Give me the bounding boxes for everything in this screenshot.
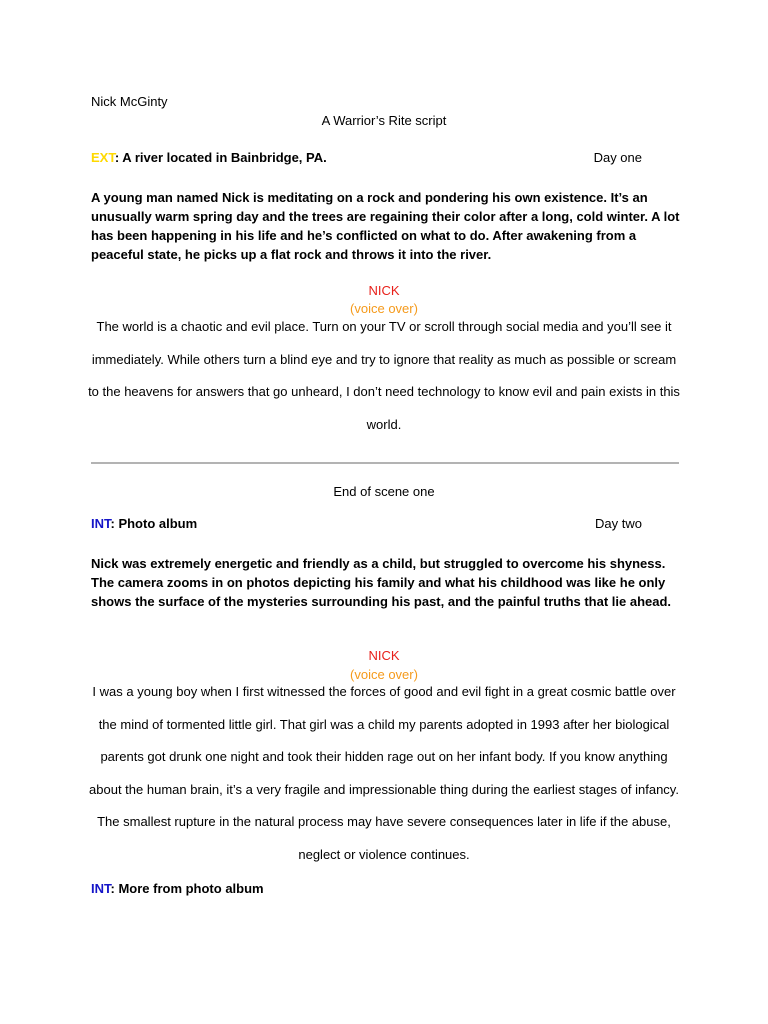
scene-heading [91, 881, 642, 896]
parenthetical: (voice over) [350, 301, 418, 316]
character-name: NICK [368, 283, 400, 298]
action-paragraph: Nick was extremely energetic and friendly as a child, but struggled to overcome his shyness. The camera zooms in on photos depicting his family and what his childhood was like he only shows the surface of the mysteries surrounding his past, and the painful truths that lie ahead. [91, 556, 672, 609]
character-name: NICK [368, 648, 400, 663]
scene-divider [91, 462, 679, 464]
dialogue: The world is a chaotic and evil place. Turn on your TV or scroll through social media and you’ll see it immediately. While others turn a blind eye and try to ignore that reality as much as possible or scream to the heavens for answers that go unheard, I don’t need technology to know evil and pain exists in this world. [88, 319, 680, 432]
author-name: Nick McGinty [91, 94, 168, 109]
scene-location: : Photo album [110, 516, 198, 531]
script-title: A Warrior’s Rite script [321, 113, 447, 128]
action-paragraph: A young man named Nick is meditating on a rock and pondering his own existence. It’s an unusually warm spring day and the trees are regaining their color after a long, cold winter. A lot has been happening in his life and he’s conflicted on what to do. After awakening from a peaceful state, he picks up a flat rock and throws it into the river. [91, 190, 680, 262]
scene-end-label: End of scene one [333, 484, 435, 499]
scene-location: : More from photo album [110, 881, 264, 896]
scene-type-int: INT [91, 516, 111, 531]
scene-heading [91, 516, 642, 531]
parenthetical: (voice over) [350, 667, 418, 682]
scene-day: Day one [593, 150, 642, 165]
scene-heading [91, 150, 642, 165]
scene-type-ext: EXT [91, 150, 115, 165]
scene-day: Day two [595, 516, 642, 531]
scene-location: : A river located in Bainbridge, PA. [114, 150, 327, 165]
dialogue: I was a young boy when I first witnessed the forces of good and evil fight in a great cosmic battle over the mind of tormented little girl. That girl was a child my parents adopted in 1993 after her biological parents got drunk one night and took their hidden rage out on her infant body. If you know anything about the human brain, it’s a very fragile and impressionable thing during the earliest stages of infancy. The smallest rupture in the natural process may have severe consequences later in life if the abuse, neglect or violence continues. [89, 684, 679, 862]
scene-type-int: INT [91, 881, 111, 896]
